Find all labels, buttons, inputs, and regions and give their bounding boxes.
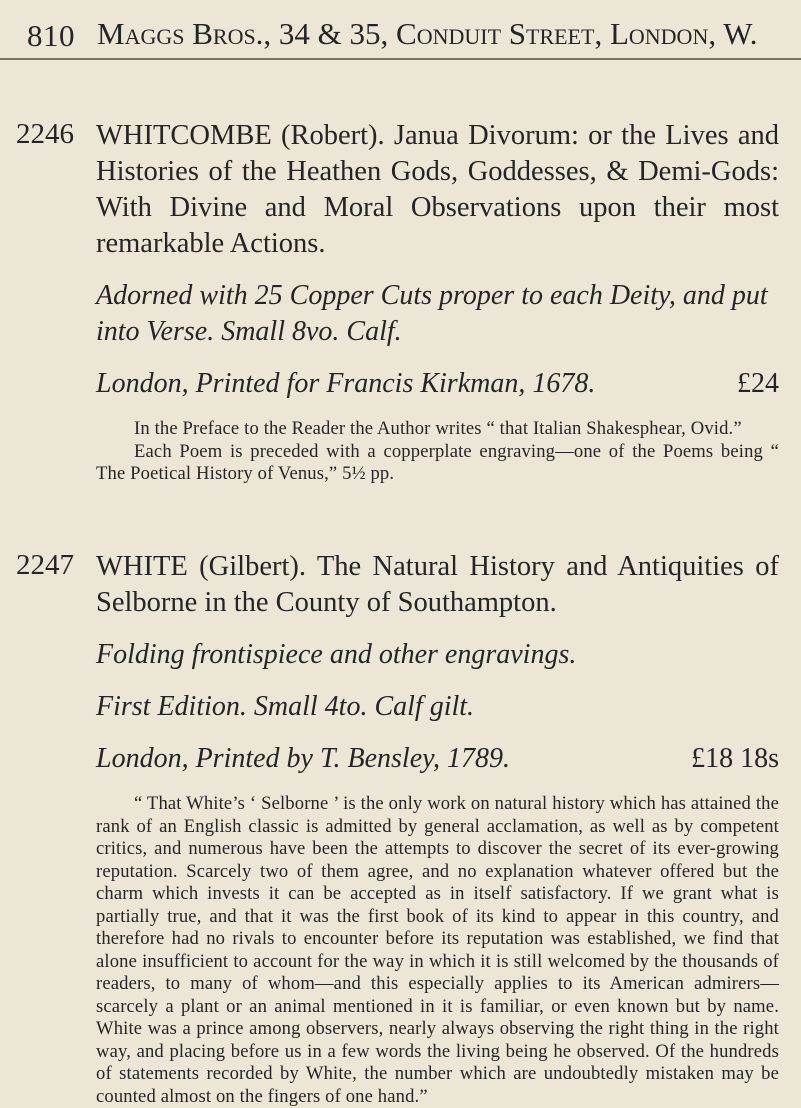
running-head: Maggs Bros., 34 & 35, Conduit Street, London, W.: [97, 16, 758, 51]
note: Each Poem is preceded with a copperplate engraving—one of the Poems being “ The Poetical History of Venus,” 5½ pp.: [96, 440, 779, 484]
lot-number: 2246: [16, 118, 74, 150]
imprint-row: [96, 741, 779, 777]
price: £18 18s: [691, 743, 779, 774]
note: “ That White’s ‘ Selborne ’ is the only work on natural history which has attained the rank of an English classic is admitted by general acclamation, as well as by competent critics, and numerous have been the attempts to discover the secret of its ever-growing reputation. Scarcely two of them agree, and no explanation whatever offered but the charm which invests it can be accepted as in itself satisfactory. If we grant what is partially true, and that it was the first book of its kind to appear in this country, and therefore had no rivals to encounter before its reputation was established, we find that alone insufficient to account for the way in which it is still welcomed by the thousands of readers, to many of whom—and this especially applies to its American admirers—scarcely a plant or an animal mentioned in it is familiar, or even known but by name. White was a prince among observers, nearly always observing the right thing in the right way, and placing before us in a few words the living being he observed. Of the hundreds of statements recorded by White, the number which are undoubtedly mistaken may be counted almost on the fingers of one hand.”: [96, 793, 779, 1107]
price: £24: [737, 368, 779, 399]
note: In the Preface to the Reader the Author writes “ that Italian Shakesphear, Ovid.”: [134, 418, 742, 439]
imprint: London, Printed for Francis Kirkman, 1678.: [96, 368, 596, 399]
page-number: 810: [27, 18, 75, 53]
page-header: [0, 0, 801, 70]
entry-title: WHITE (Gilbert). The Natural History and Antiquities of Selborne in the County of Southampton.: [96, 551, 779, 618]
entry-body: [96, 118, 779, 486]
imprint-row: [96, 366, 779, 402]
header-rule: [0, 58, 801, 60]
lot-number: 2247: [16, 549, 74, 581]
entry-description: Adorned with 25 Copper Cuts proper to each Deity, and put into Verse. Small 8vo. Calf.: [96, 280, 768, 347]
entry-title: WHITCOMBE (Robert). Janua Divorum: or the Lives and Histories of the Heathen Gods, Goddesses, & Demi-Gods: With Divine and Moral Observations upon their most remarkable Actions.: [96, 120, 779, 259]
edition-line: First Edition. Small 4to. Calf gilt.: [96, 691, 475, 722]
imprint: London, Printed by T. Bensley, 1789.: [96, 743, 510, 774]
entry-description: Folding frontispiece and other engravings.: [96, 639, 577, 670]
entry-body: [96, 549, 779, 1108]
